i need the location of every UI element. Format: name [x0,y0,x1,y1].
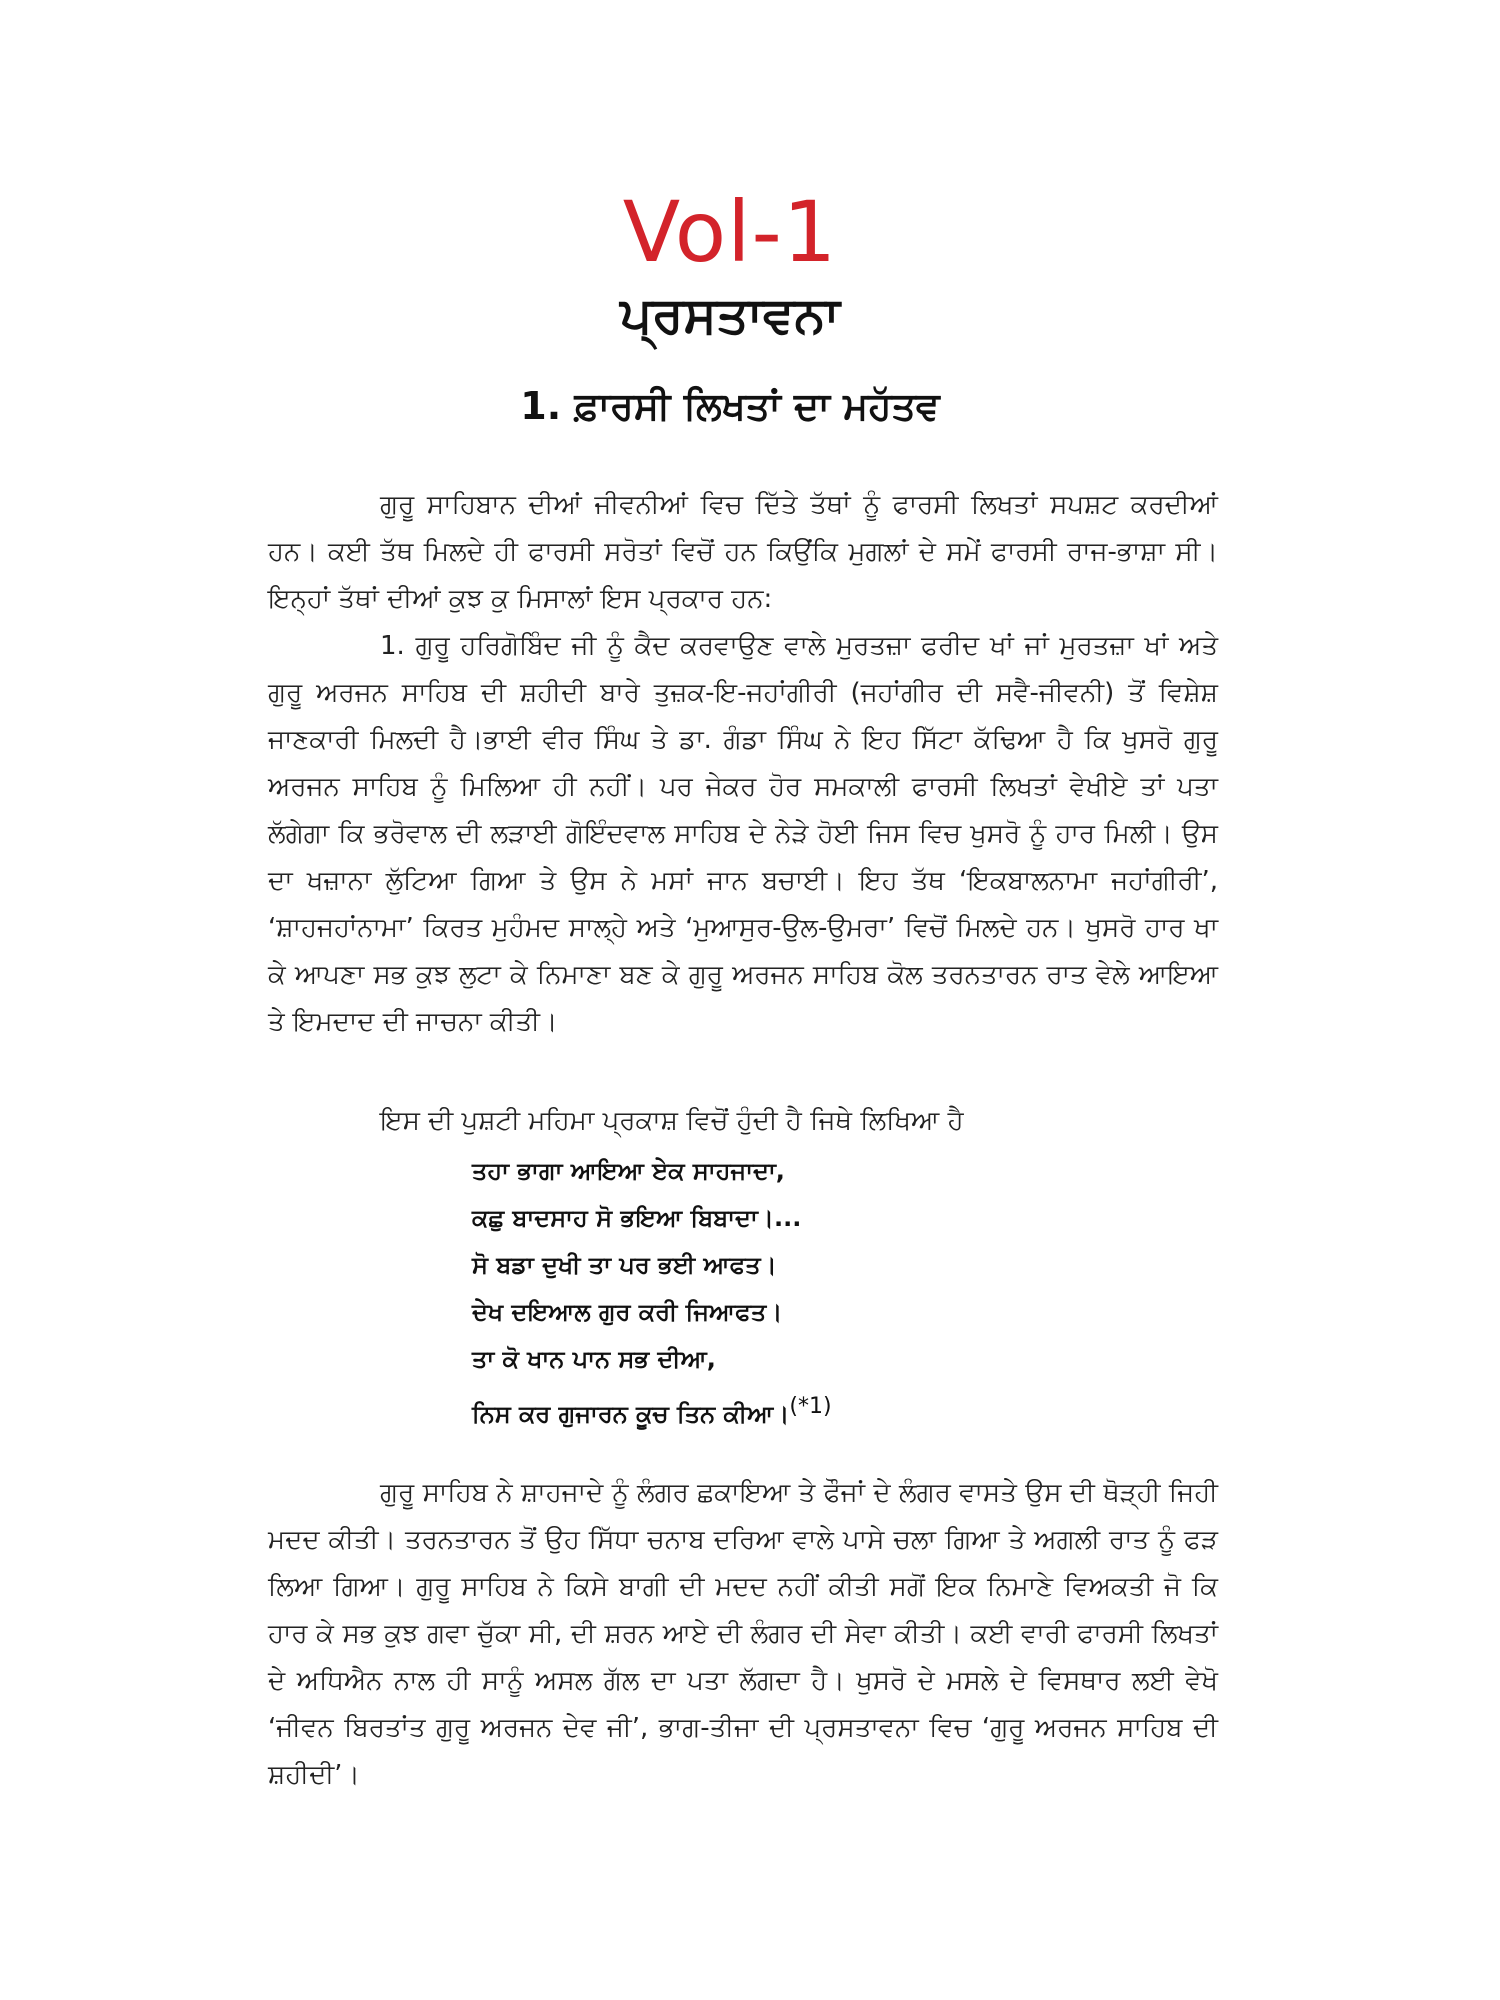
paragraph-point-1: 1. ਗੁਰੂ ਹਰਿਗੋਬਿੰਦ ਜੀ ਨੂੰ ਕੈਦ ਕਰਵਾਉਣ ਵਾਲੇ ਮੁਰਤਜ਼ਾ ਫਰੀਦ ਖਾਂ ਜਾਂ ਮੁਰਤਜ਼ਾ ਖਾਂ ਅਤੇ ਗੁਰੂ ਅਰਜਨ ਸਾਹਿਬ ਦੀ ਸ਼ਹੀਦੀ ਬਾਰੇ ਤੁਜ਼ਕ-ਇ-ਜਹਾਂਗੀਰੀ (ਜਹਾਂਗੀਰ ਦੀ ਸਵੈ-ਜੀਵਨੀ) ਤੋਂ ਵਿਸ਼ੇਸ਼ ਜਾਣਕਾਰੀ ਮਿਲਦੀ ਹੈ।ਭਾਈ ਵੀਰ ਸਿੰਘ ਤੇ ਡਾ. ਗੰਡਾ ਸਿੰਘ ਨੇ ਇਹ ਸਿੱਟਾ ਕੱਢਿਆ ਹੈ ਕਿ ਖੁਸਰੋ ਗੁਰੂ ਅਰਜਨ ਸਾਹਿਬ ਨੂੰ ਮਿਲਿਆ ਹੀ ਨਹੀਂ। ਪਰ ਜੇਕਰ ਹੋਰ ਸਮਕਾਲੀ ਫਾਰਸੀ ਲਿਖਤਾਂ ਵੇਖੀਏ ਤਾਂ ਪਤਾ ਲੱਗੇਗਾ ਕਿ ਭਰੋਵਾਲ ਦੀ ਲੜਾਈ ਗੋਇੰਦਵਾਲ ਸਾਹਿਬ ਦੇ ਨੇੜੇ ਹੋਈ ਜਿਸ ਵਿਚ ਖੁਸਰੋ ਨੂੰ ਹਾਰ ਮਿਲੀ। ਉਸ ਦਾ ਖਜ਼ਾਨਾ ਲੁੱਟਿਆ ਗਿਆ ਤੇ ਉਸ ਨੇ ਮਸਾਂ ਜਾਨ ਬਚਾਈ। ਇਹ ਤੱਥ ‘ਇਕਬਾਲਨਾਮਾ ਜਹਾਂਗੀਰੀ’, ‘ਸ਼ਾਹਜਹਾਂਨਾਮਾ’ ਕਿਰਤ ਮੁਹੰਮਦ ਸਾਲ੍ਹੇ ਅਤੇ ‘ਮੁਆਸੁਰ-ਉਲ-ਉਮਰਾ’ ਵਿਚੋਂ ਮਿਲਦੇ ਹਨ। ਖੁਸਰੋ ਹਾਰ ਖਾ ਕੇ ਆਪਣਾ ਸਭ ਕੁਝ ਲੁਟਾ ਕੇ ਨਿਮਾਣਾ ਬਣ ਕੇ ਗੁਰੂ ਅਰਜਨ ਸਾਹਿਬ ਕੋਲ ਤਰਨਤਾਰਨ ਰਾਤ ਵੇਲੇ ਆਇਆ ਤੇ ਇਮਦਾਦ ਦੀ ਜਾਚਨਾ ਕੀਤੀ। [268,631,1218,1037]
section-heading: 1. ਫ਼ਾਰਸੀ ਲਿਖਤਾਂ ਦਾ ਮਹੱਤਵ [520,384,940,428]
paragraph-intro: ਗੁਰੂ ਸਾਹਿਬਾਨ ਦੀਆਂ ਜੀਵਨੀਆਂ ਵਿਚ ਦਿੱਤੇ ਤੱਥਾਂ ਨੂੰ ਫਾਰਸੀ ਲਿਖਤਾਂ ਸਪਸ਼ਟ ਕਰਦੀਆਂ ਹਨ। ਕਈ ਤੱਥ ਮਿਲਦੇ ਹੀ ਫਾਰਸੀ ਸਰੋਤਾਂ ਵਿਚੋਂ ਹਨ ਕਿਉਂਕਿ ਮੁਗਲਾਂ ਦੇ ਸਮੇਂ ਫਾਰਸੀ ਰਾਜ-ਭਾਸ਼ਾ ਸੀ। ਇਨ੍ਹਾਂ ਤੱਥਾਂ ਦੀਆਂ ਕੁਝ ਕੁ ਮਿਸਾਲਾਂ ਇਸ ਪ੍ਰਕਾਰ ਹਨ: [268,490,1218,614]
verse-line-text: ਨਿਸ ਕਰ ਗੁਜਾਰਨ ਕੂਚ ਤਿਨ ਕੀਆ। [472,1400,790,1428]
paragraph-conclusion: ਗੁਰੂ ਸਾਹਿਬ ਨੇ ਸ਼ਾਹਜਾਦੇ ਨੂੰ ਲੰਗਰ ਛਕਾਇਆ ਤੇ ਫੌਜਾਂ ਦੇ ਲੰਗਰ ਵਾਸਤੇ ਉਸ ਦੀ ਥੋੜ੍ਹੀ ਜਿਹੀ ਮਦਦ ਕੀਤੀ। ਤਰਨਤਾਰਨ ਤੋਂ ਉਹ ਸਿੱਧਾ ਚਨਾਬ ਦਰਿਆ ਵਾਲੇ ਪਾਸੇ ਚਲਾ ਗਿਆ ਤੇ ਅਗਲੀ ਰਾਤ ਨੂੰ ਫੜ ਲਿਆ ਗਿਆ। ਗੁਰੂ ਸਾਹਿਬ ਨੇ ਕਿਸੇ ਬਾਗੀ ਦੀ ਮਦਦ ਨਹੀਂ ਕੀਤੀ ਸਗੋਂ ਇਕ ਨਿਮਾਣੇ ਵਿਅਕਤੀ ਜੋ ਕਿ ਹਾਰ ਕੇ ਸਭ ਕੁਝ ਗਵਾ ਚੁੱਕਾ ਸੀ, ਦੀ ਸ਼ਰਨ ਆਏ ਦੀ ਲੰਗਰ ਦੀ ਸੇਵਾ ਕੀਤੀ। ਕਈ ਵਾਰੀ ਫਾਰਸੀ ਲਿਖਤਾਂ ਦੇ ਅਧਿਐਨ ਨਾਲ ਹੀ ਸਾਨੂੰ ਅਸਲ ਗੱਲ ਦਾ ਪਤਾ ਲੱਗਦਾ ਹੈ। ਖੁਸਰੋ ਦੇ ਮਸਲੇ ਦੇ ਵਿਸਥਾਰ ਲਈ ਵੇਖੋ ‘ਜੀਵਨ ਬਿਰਤਾਂਤ ਗੁਰੂ ਅਰਜਨ ਦੇਵ ਜੀ’, ਭਾਗ-ਤੀਜਾ ਦੀ ਪ੍ਰਸਤਾਵਨਾ ਵਿਚ ‘ਗੁਰੂ ਅਰਜਨ ਸਾਹਿਬ ਦੀ ਸ਼ਹੀਦੀ’। [268,1478,1218,1790]
body-section-1 [268,482,1218,1046]
body-section-2 [268,1470,1218,1799]
verse-intro: ਇਸ ਦੀ ਪੁਸ਼ਟੀ ਮਹਿਮਾ ਪ੍ਰਕਾਸ਼ ਵਿਚੋਂ ਹੁੰਦੀ ਹੈ ਜਿਥੇ ਲਿਖਿਆ ਹੈ [380,1106,964,1136]
verse-line-last [472,1383,1172,1438]
footnote-marker: (*1) [789,1394,832,1419]
volume-label: Vol-1 [622,183,838,281]
verse-line: ਤਹਾ ਭਾਗਾ ਆਇਆ ਏਕ ਸਾਹਜਾਦਾ, [472,1157,785,1185]
verse-quote [472,1148,1172,1438]
verse-line: ਤਾ ਕੋ ਖਾਨ ਪਾਨ ਸਭ ਦੀਆ, [472,1345,716,1373]
chapter-heading: ਪ੍ਰਸਤਾਵਨਾ [620,286,840,344]
verse-line: ਸੋ ਬਡਾ ਦੁਖੀ ਤਾ ਪਰ ਭਈ ਆਫਤ। [472,1251,777,1279]
verse-line: ਕਛੁ ਬਾਦਸਾਹ ਸੋ ਭਇਆ ਬਿਬਾਦਾ।... [472,1204,802,1232]
verse-line: ਦੇਖ ਦਇਆਲ ਗੁਰ ਕਰੀ ਜਿਆਫਤ। [472,1298,783,1326]
